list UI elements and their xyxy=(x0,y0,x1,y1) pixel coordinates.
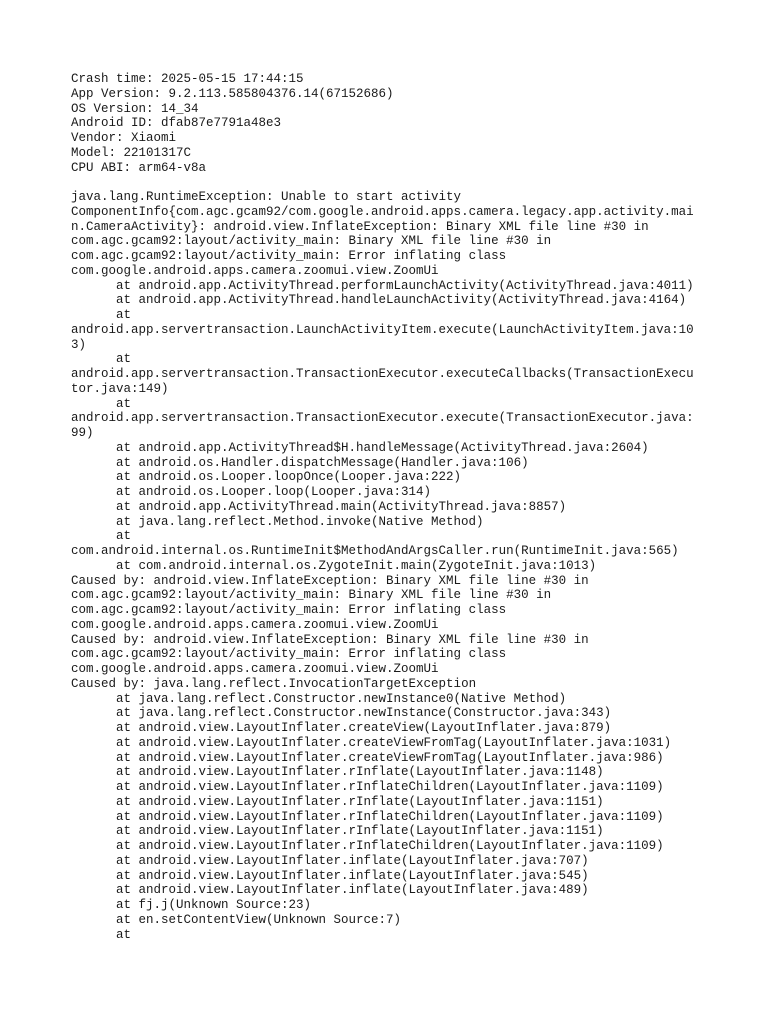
crash-info-line: Crash time: 2025-05-15 17:44:15 xyxy=(71,72,304,86)
stack-trace-line: com.google.android.apps.camera.zoomui.view.ZoomUi xyxy=(71,662,439,676)
stack-trace-line: Caused by: android.view.InflateException: Binary XML file line #30 in xyxy=(71,632,589,647)
stack-trace-line: at xyxy=(116,529,132,544)
stack-trace-line: android.app.servertransaction.TransactionExecutor.executeCallbacks(TransactionExecu xyxy=(71,367,694,381)
stack-trace-line: com.agc.gcam92:layout/activity_main: Binary XML file line #30 in xyxy=(71,234,552,249)
crash-info-line: Model: 22101317C xyxy=(71,145,192,160)
stack-trace-line: com.google.android.apps.camera.zoomui.view.ZoomUi xyxy=(71,263,439,278)
stack-trace-line: ComponentInfo{com.agc.gcam92/com.google.android.apps.camera.legacy.app.activity.mai xyxy=(71,204,694,219)
stack-trace-line: at android.view.LayoutInflater.createView(LayoutInflater.java:879) xyxy=(116,721,612,735)
stack-trace-line: at android.view.LayoutInflater.inflate(LayoutInflater.java:707) xyxy=(116,853,589,868)
stack-trace-line: com.agc.gcam92:layout/activity_main: Error inflating class xyxy=(71,647,507,662)
stack-trace-line: at android.app.ActivityThread.performLaunchActivity(ActivityThread.java:4011) xyxy=(116,278,694,293)
stack-trace-line: com.agc.gcam92:layout/activity_main: Error inflating class xyxy=(71,249,507,263)
stack-trace-line: at android.view.LayoutInflater.inflate(LayoutInflater.java:545) xyxy=(116,868,589,883)
stack-trace-line: at android.view.LayoutInflater.rInflateChildren(LayoutInflater.java:1109) xyxy=(116,809,664,824)
blank-separator xyxy=(71,175,731,190)
stack-trace-line: at xyxy=(116,927,132,942)
stack-trace-line: at android.os.Looper.loopOnce(Looper.java:222) xyxy=(116,470,462,485)
stack-trace-line: Caused by: android.view.InflateException: Binary XML file line #30 in xyxy=(71,573,589,588)
stack-trace-line: at android.app.ActivityThread.main(ActivityThread.java:8857) xyxy=(116,499,567,514)
stack-trace-line: at android.os.Handler.dispatchMessage(Handler.java:106) xyxy=(116,455,529,470)
stack-trace-line: at android.view.LayoutInflater.rInflate(LayoutInflater.java:1151) xyxy=(116,824,604,839)
stack-trace-line: com.android.internal.os.RuntimeInit$MethodAndArgsCaller.run(RuntimeInit.java:565) xyxy=(71,544,679,558)
crash-info-line: OS Version: 14_34 xyxy=(71,101,199,116)
stack-trace-line: android.app.servertransaction.TransactionExecutor.execute(TransactionExecutor.java: xyxy=(71,411,694,426)
stack-trace-line: n.CameraActivity}: android.view.InflateException: Binary XML file line #30 in xyxy=(71,219,649,234)
crash-report-page xyxy=(71,72,731,942)
stack-trace-line: tor.java:149) xyxy=(71,381,169,396)
stack-trace-line: android.app.servertransaction.LaunchActivityItem.execute(LaunchActivityItem.java:10 xyxy=(71,322,694,337)
stack-trace-line: at fj.j(Unknown Source:23) xyxy=(116,898,312,912)
stack-trace-line: at android.view.LayoutInflater.rInflateChildren(LayoutInflater.java:1109) xyxy=(116,780,664,794)
stack-trace-line: 99) xyxy=(71,426,94,440)
stack-trace-line: at com.android.internal.os.ZygoteInit.main(ZygoteInit.java:1013) xyxy=(116,558,597,573)
crash-info-line: Vendor: Xiaomi xyxy=(71,131,177,145)
stack-trace-line: at en.setContentView(Unknown Source:7) xyxy=(116,912,402,927)
stack-trace-line: com.agc.gcam92:layout/activity_main: Error inflating class xyxy=(71,603,507,617)
stack-trace-line: com.agc.gcam92:layout/activity_main: Binary XML file line #30 in xyxy=(71,588,552,603)
stack-trace-line: at android.app.ActivityThread.handleLaunchActivity(ActivityThread.java:4164) xyxy=(116,293,687,308)
stack-trace-line: at java.lang.reflect.Constructor.newInstance(Constructor.java:343) xyxy=(116,706,612,721)
stack-trace-line: at android.view.LayoutInflater.rInflate(LayoutInflater.java:1151) xyxy=(116,794,604,809)
stack-trace-line: at android.view.LayoutInflater.createViewFromTag(LayoutInflater.java:1031) xyxy=(116,735,672,750)
stack-trace-line: at xyxy=(116,352,132,367)
stack-trace-line: at android.os.Looper.loop(Looper.java:314) xyxy=(116,485,432,499)
crash-info-line: Android ID: dfab87e7791a48e3 xyxy=(71,116,282,131)
stack-trace-line: at java.lang.reflect.Constructor.newInstance0(Native Method) xyxy=(116,691,567,706)
crash-info-header xyxy=(71,72,731,175)
stack-trace-line: at android.view.LayoutInflater.inflate(LayoutInflater.java:489) xyxy=(116,883,589,898)
stack-trace-line: 3) xyxy=(71,337,87,352)
stack-trace-line: at xyxy=(116,308,132,322)
crash-info-line: CPU ABI: arm64-v8a xyxy=(71,160,207,175)
crash-info-line: App Version: 9.2.113.585804376.14(67152686) xyxy=(71,86,394,101)
stack-trace-line: at android.app.ActivityThread$H.handleMessage(ActivityThread.java:2604) xyxy=(116,440,649,455)
stack-trace xyxy=(71,190,731,942)
stack-trace-line: at android.view.LayoutInflater.rInflateChildren(LayoutInflater.java:1109) xyxy=(116,839,664,853)
stack-trace-line: java.lang.RuntimeException: Unable to start activity xyxy=(71,190,462,204)
stack-trace-line: at xyxy=(116,396,132,411)
stack-trace-line: Caused by: java.lang.reflect.InvocationTargetException xyxy=(71,676,477,691)
stack-trace-line: at java.lang.reflect.Method.invoke(Native Method) xyxy=(116,514,484,529)
stack-trace-line: com.google.android.apps.camera.zoomui.view.ZoomUi xyxy=(71,617,439,632)
stack-trace-line: at android.view.LayoutInflater.createViewFromTag(LayoutInflater.java:986) xyxy=(116,750,664,765)
stack-trace-line: at android.view.LayoutInflater.rInflate(LayoutInflater.java:1148) xyxy=(116,765,604,780)
